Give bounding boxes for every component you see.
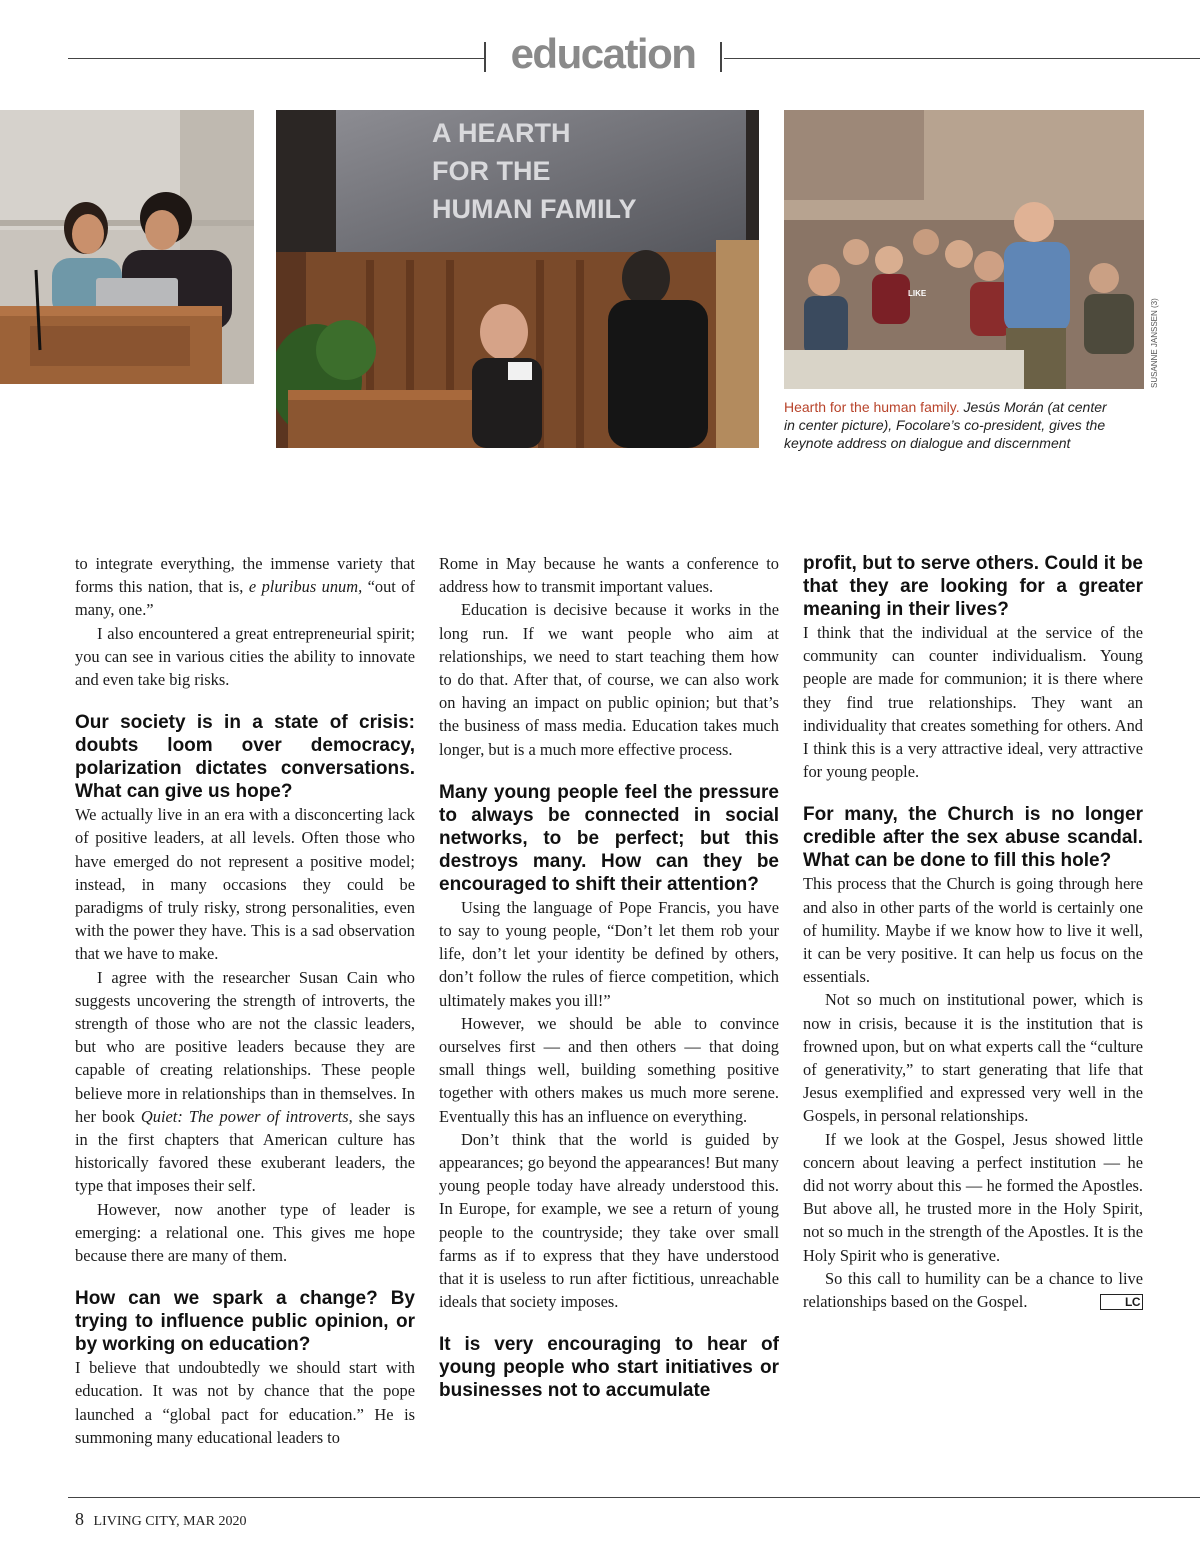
paragraph: Education is decisive because it works in the long run. If we want people who aim at relationships, we need to start teaching them how to do that. After that, of course, we can also work on having an impact on public opinion; but that’s the business of mass media. Education takes much longer, but is a much more effective process.: [439, 600, 779, 759]
caption-title: Hearth for the human family.: [784, 399, 960, 415]
page-number: 8: [75, 1509, 84, 1529]
paragraph: If we look at the Gospel, Jesus showed little concern about leaving a perfect institution — he did not worry about this — he formed the Apostles. But above all, he trusted more in the Holy Spirit, not so much in the strength of the Apostles. It is the Holy Spirit who is generative.: [803, 1129, 1143, 1265]
header-rule-right: [724, 58, 1200, 59]
slide-line-2: FOR THE: [432, 156, 551, 186]
section-title: education: [510, 30, 696, 77]
paragraph: Don’t think that the world is guided by appearances; go beyond the appearances! But many young people today have already understood this. In Europe, for example, we see a return of young people to the countryside; they take over small farms as if to express that they have understood that it is useless to run after fictitious, unreachable ideals that society imposes.: [439, 1129, 779, 1312]
question-heading: For many, the Church is no longer credible after the sex abuse scandal. What can be done to fill this hole?: [803, 804, 1143, 872]
question-heading: Our society is in a state of crisis: doubts loom over democracy, polarization dictates conversations. What can give us hope?: [75, 712, 415, 803]
header-rule-left: [68, 58, 484, 59]
text-column-1: [75, 552, 415, 1449]
paragraph: Using the language of Pope Francis, you have to say to young people, “Don’t let them rob your life, don’t let your identity be defined by others, don’t follow the rules of fierce competition, which ultimately makes you ill!”: [439, 897, 779, 1010]
header-tick-right: [720, 42, 722, 72]
paragraph: However, now another type of leader is emerging: a relational one. This gives me hope because there are many of them.: [75, 1199, 415, 1266]
photo-audience-discussion: [784, 110, 1144, 389]
paragraph: We actually live in an era with a disconcerting lack of positive leaders, at all levels. Often those who have emerged do not represent a positive model; instead, in many occasions they could be paradigms of truly risky, strong personalities, even with the power they have. This is a sad observation that we have to make.: [75, 805, 415, 964]
slide-line-1: A HEARTH: [432, 118, 571, 148]
slide-line-3: HUMAN FAMILY: [432, 194, 637, 224]
paragraph: So this call to humility can be a chance to live relationships based on the Gospel. LC: [803, 1268, 1143, 1312]
text-column-2: [439, 552, 779, 1402]
paragraph: I also encountered a great entrepreneurial spirit; you can see in various cities the ability to innovate and even take big risks.: [75, 623, 415, 690]
paragraph: I agree with the researcher Susan Cain who suggests uncovering the strength of introverts, the strength of those who are not the classic leaders, but who are positive leaders because they are capable of creating relationships. These people believe more in relationships than in themselves. In her book Quiet: The power of introverts, she says in the first chapters that American culture has historically favored these exuberant leaders, the type that imposes their self.: [75, 967, 415, 1196]
paragraph: Rome in May because he wants a conference to address how to transmit important values.: [439, 554, 779, 597]
header-tick-left: [484, 42, 486, 72]
question-heading: profit, but to serve others. Could it be that they are looking for a greater meaning in their lives?: [803, 553, 1143, 620]
paragraph: However, we should be able to convince ourselves first — and then others — that doing small things well, building something positive together with others makes us much more serene. Eventually this has an influence on everything.: [439, 1013, 779, 1126]
paragraph: to integrate everything, the immense variety that forms this nation, that is, e pluribus unum, “out of many, one.”: [75, 554, 415, 620]
paragraph: I think that the individual at the service of the community can counter individualism. Young people are made for communion; it is there where they find true relationships. They want an individuality that creates something for others. And I think this is a very attractive ideal, very attractive for young people.: [803, 623, 1143, 782]
publication-line: LIVING CITY, MAR 2020: [93, 1514, 247, 1529]
paragraph: This process that the Church is going through here and also in other parts of the world is certainly one of humility. Maybe if we know how to live it well, it can be very positive. It can help us focus on the essentials.: [803, 874, 1143, 987]
caption-body: Jesús Morán (at center in center picture), Focolare’s co-president, gives the keynote address on dialogue and discernment: [784, 399, 1107, 451]
hat-text: LIKE: [908, 289, 927, 298]
page-footer: [75, 1509, 246, 1530]
question-heading: Many young people feel the pressure to always be connected in social networks, to be perfect; but this destroys many. How can they be encouraged to shift their attention?: [439, 781, 779, 895]
question-heading: How can we spark a change? By trying to influence public opinion, or by working on education?: [75, 1288, 415, 1356]
text-column-3: [803, 552, 1143, 1313]
paragraph: I believe that undoubtedly we should start with education. It was not by chance that the pope launched a “global pact for education.” He is summoning many educational leaders to: [75, 1358, 415, 1447]
photo-caption: [784, 398, 1114, 452]
question-heading: It is very encouraging to hear of young people who start initiatives or businesses not to accumulate: [439, 1334, 779, 1402]
photo-keynote-speaker: [276, 110, 759, 448]
photo-credit: SUSANNE JANSSEN (3): [1150, 298, 1159, 388]
end-mark-icon: LC: [1100, 1294, 1143, 1310]
footer-rule: [68, 1497, 1200, 1498]
paragraph: Not so much on institutional power, which is now in crisis, because it is the institution that is frowned upon, but on what experts call the “culture of generativity,” to start generating that life that Jesus exemplified and expressed very well in the Gospels, in personal relationships.: [803, 990, 1143, 1126]
photo-speakers-at-lectern: [0, 110, 254, 384]
name-badge: [508, 362, 532, 380]
